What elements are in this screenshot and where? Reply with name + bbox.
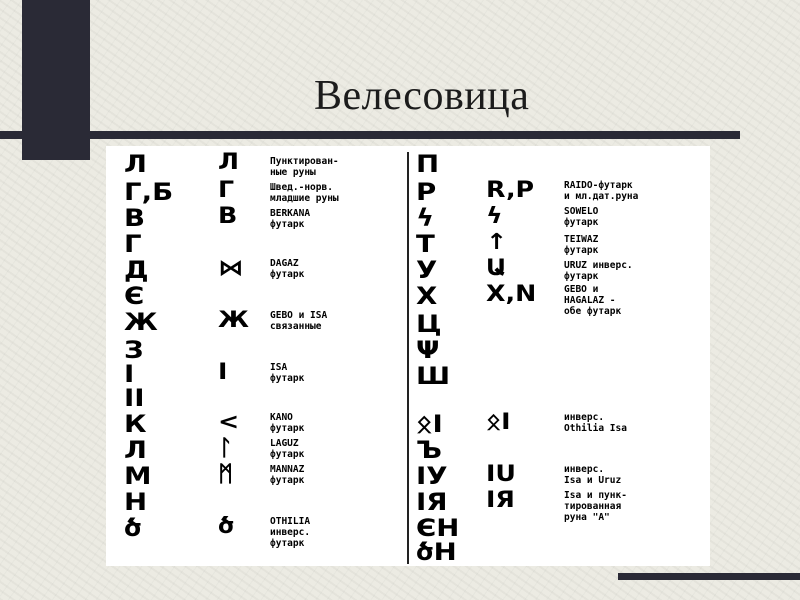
right-rune-glyph: R,P bbox=[486, 178, 535, 203]
left-letter: ІІ bbox=[124, 384, 145, 412]
left-letter: І bbox=[124, 360, 135, 388]
right-letter: Ъ bbox=[416, 436, 442, 464]
left-letter: М bbox=[124, 462, 152, 490]
left-letter: З bbox=[124, 336, 144, 364]
right-rune-glyph: X,N bbox=[486, 282, 537, 307]
left-rune-glyph: ᛗ bbox=[218, 462, 234, 487]
right-letter: У bbox=[416, 256, 438, 284]
right-letter: ᛟI bbox=[416, 410, 443, 438]
left-rune-glyph: Л bbox=[218, 150, 240, 175]
left-letter: Г bbox=[124, 230, 142, 258]
column-divider bbox=[407, 152, 409, 564]
right-letter: П bbox=[416, 150, 440, 178]
right-letter: IЯ bbox=[416, 488, 448, 516]
left-letter: В bbox=[124, 204, 146, 232]
left-letter: Н bbox=[124, 488, 148, 516]
right-letter: ծН bbox=[416, 538, 457, 566]
right-letter: ϟ bbox=[416, 204, 435, 232]
left-rune-note: KANO футарк bbox=[270, 412, 305, 434]
left-rune-note: ISA футарк bbox=[270, 362, 305, 384]
right-rune-note: Isa и пунк- тированная руна "А" bbox=[564, 490, 627, 523]
left-letter: Л bbox=[124, 436, 147, 464]
left-rune-glyph: ծ bbox=[218, 514, 235, 539]
right-rune-glyph: Ա bbox=[486, 256, 507, 281]
left-letter: К bbox=[124, 410, 147, 438]
right-rune-note: TEIWAZ футарк bbox=[564, 234, 599, 256]
right-letter: Х bbox=[416, 282, 438, 310]
left-rune-glyph: < bbox=[218, 410, 240, 435]
left-rune-note: OTHILIA инверс. футарк bbox=[270, 516, 311, 549]
right-letter: Ш bbox=[416, 362, 451, 390]
left-letter: Л bbox=[124, 150, 147, 178]
rune-table bbox=[106, 146, 710, 566]
footer-rule bbox=[618, 573, 800, 580]
slide-title: Велесовица bbox=[314, 73, 530, 119]
right-letter: Ψ bbox=[416, 336, 440, 364]
right-rune-glyph: IՍ bbox=[486, 462, 514, 487]
right-letter: Т bbox=[416, 230, 435, 258]
left-letter: Г,Б bbox=[124, 178, 174, 206]
left-rune-glyph: В bbox=[218, 204, 238, 229]
left-rune-note: GEBO и ISA связанные bbox=[270, 310, 328, 332]
right-rune-note: инверс. Isa и Uruz bbox=[564, 464, 622, 486]
left-letter: Є bbox=[124, 282, 145, 310]
left-rune-note: Пунктирован- ные руны bbox=[270, 156, 339, 178]
left-rune-note: MANNAZ футарк bbox=[270, 464, 305, 486]
left-rune-glyph: Г bbox=[218, 178, 235, 203]
right-rune-glyph: ↑ bbox=[486, 230, 508, 255]
left-rune-glyph: ᛚ bbox=[218, 436, 234, 461]
right-rune-note: SOWELO футарк bbox=[564, 206, 599, 228]
right-rune-glyph: IЯ bbox=[486, 488, 515, 513]
right-letter: Ц bbox=[416, 310, 442, 338]
right-rune-glyph: ᛟI bbox=[486, 410, 511, 435]
left-rune-note: DAGAZ футарк bbox=[270, 258, 305, 280]
left-letter: Ж bbox=[124, 308, 158, 336]
left-rune-glyph: I bbox=[218, 360, 228, 385]
left-rune-note: BERKANA футарк bbox=[270, 208, 311, 230]
right-letter: Р bbox=[416, 178, 437, 206]
right-rune-note: инверс. Othilia Isa bbox=[564, 412, 627, 434]
right-letter: ЄН bbox=[416, 514, 460, 542]
left-letter: Д bbox=[124, 256, 149, 284]
left-rune-note: Швед.-норв. младшие руны bbox=[270, 182, 339, 204]
right-rune-note: URUZ инверс. футарк bbox=[564, 260, 633, 282]
title-rule bbox=[0, 131, 740, 139]
right-rune-note: RAIDO-футарк и мл.дат.руна bbox=[564, 180, 639, 202]
left-letter: ծ bbox=[124, 514, 142, 542]
left-rune-note: LAGUZ футарк bbox=[270, 438, 305, 460]
right-rune-note: GEBO и HAGALAZ - обе футарк bbox=[564, 284, 622, 317]
right-rune-glyph: ϟ bbox=[486, 204, 503, 229]
left-rune-glyph: Ж bbox=[218, 308, 249, 333]
left-rune-glyph: ⋈ bbox=[218, 256, 244, 281]
right-letter: IУ bbox=[416, 462, 448, 490]
